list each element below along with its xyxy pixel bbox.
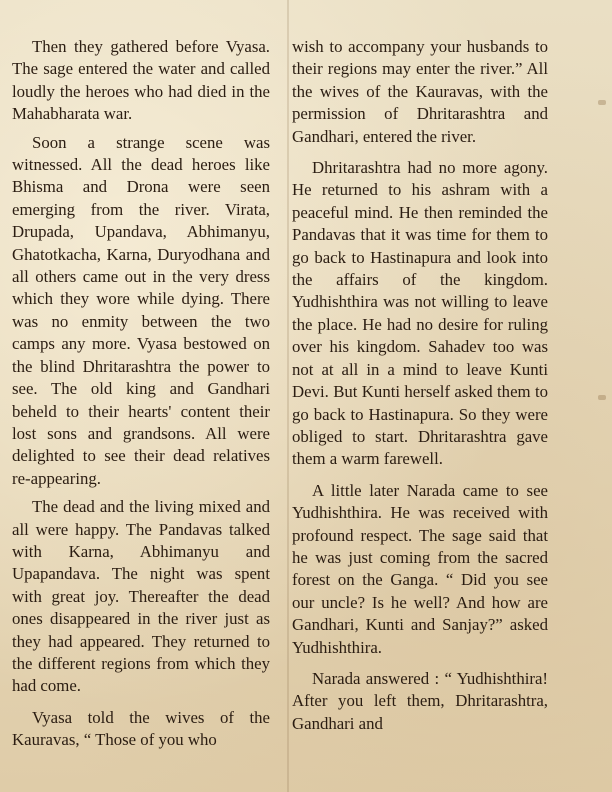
left-text-column <box>12 36 270 761</box>
paragraph: wish to accompany your husbands to their regions may enter the river.” All the wives of the Kauravas, with the permission of Dhritarashtra and Gandhari, entered the river. <box>292 37 548 146</box>
page-edge-mark <box>598 395 606 400</box>
right-text-column <box>292 36 548 744</box>
paragraph: Vyasa told the wives of the Kauravas, “ Those of you who <box>12 707 270 750</box>
paragraph: The dead and the living mixed and all were happy. The Pandavas talked with Karna, Abhimanyu and Upapandava. The night was spent with great joy. Thereafter the dead ones disappeared in the river just as they had appeared. They returned to the different regions from which they had come. <box>12 497 270 696</box>
paragraph: Soon a strange scene was witnessed. All the dead heroes like Bhisma and Drona were seen emerging from the river. Virata, Drupada, Upandava, Abhimanyu, Ghatotkacha, Karna, Duryodhana and all others came out in the very dress which they wore while dying. There was no enmity between the two camps any more. Vyasa bestowed on the blind Dhritarashtra the power to see. The old king and Gandhari beheld to their hearts' content their lost sons and grandsons. All were delighted to see their dead relatives re-appearing. <box>12 132 270 488</box>
paragraph: Narada answered : “ Yudhishthira! After you left them, Dhritarashtra, Gandhari and <box>292 668 548 733</box>
paragraph: Then they gathered before Vyasa. The sage entered the water and called loudly the heroes who had died in the Mahabharata war. <box>12 37 270 124</box>
page-edge-mark <box>598 100 606 105</box>
column-gutter <box>287 0 289 792</box>
paragraph: Dhritarashtra had no more agony. He returned to his ashram with a peaceful mind. He then reminded the Pandavas that it was time for them to go back to Hastinapura and look into the affairs of the kingdom. Yudhishthira was not willing to leave the place. He had no desire for ruling over his kingdom. Sahadev too was not at all in a mind to leave Kunti Devi. But Kunti herself asked them to go back to Hastinapura. So they were obliged to start. Dhritarashtra gave them a warm farewell. <box>292 158 548 469</box>
paragraph: A little later Narada came to see Yudhishthira. He was received with profound respect. The sage said that he was just coming from the sacred forest on the Ganga. “ Did you see our uncle? Is he well? And how are Gandhari, Kunti and Sanjay?” asked Yudhishthira. <box>292 480 548 657</box>
